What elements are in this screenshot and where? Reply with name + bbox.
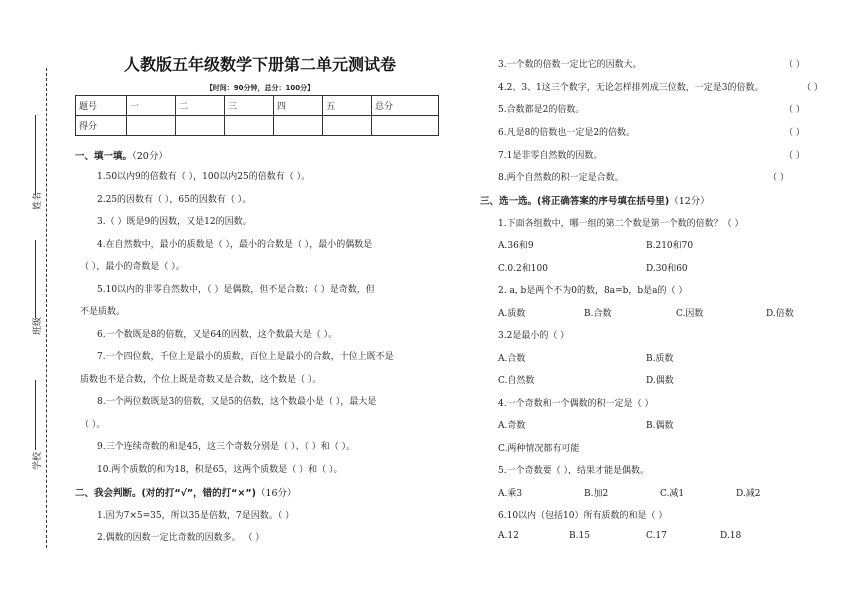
s2-q6-blank: （ ） [784,128,805,138]
s3-q2-opt-d[interactable]: D.倍数 [766,309,794,319]
s3-q5: 5.一个奇数要（ ），结果才能是偶数。 [498,466,649,476]
score-header-cell: 五 [323,96,372,116]
s1-q8-cont: （ ）。 [80,420,106,430]
s3-q5-opt-c[interactable]: C.减1 [660,489,685,499]
s3-q6-opt-a[interactable]: A.12 [498,531,519,541]
s1-q7: 7.一个四位数，千位上是最小的质数，百位上是最小的合数，十位上既不是 [97,352,394,362]
section2-heading [75,485,297,499]
score-input-cell[interactable] [225,116,274,136]
side-label-name: 姓名 [33,191,43,210]
section3-points: （12分） [669,196,710,207]
s3-q2-opt-a[interactable]: A.质数 [498,309,526,319]
s3-q5-opt-d[interactable]: D.减2 [736,489,761,499]
score-input-cell[interactable] [372,116,439,136]
school-write-line [35,380,36,450]
s3-q6: 6.10以内（包括10）所有质数的和是（ ） [498,511,668,521]
s3-q1-opt-c[interactable]: C.0.2和100 [498,264,548,274]
s3-q5-opt-a[interactable]: A.乘3 [498,489,523,499]
s3-q4-opt-b[interactable]: B.偶数 [646,421,674,431]
s2-q3-blank: （ ） [784,60,805,70]
score-header-cell: 四 [274,96,323,116]
s3-q5-opt-b[interactable]: B.加2 [584,489,609,499]
s3-q6-opt-b[interactable]: B.15 [569,531,590,541]
s3-q3-opt-a[interactable]: A.合数 [498,354,526,364]
page-subtitle: 【时间：90分钟，总分：100分】 [205,84,315,92]
score-header-cell: 二 [176,96,225,116]
score-input-cell[interactable] [176,116,225,136]
s1-q7-cont: 质数也不是合数，个位上既是奇数又是合数，这个数是（ ）。 [80,375,322,385]
s2-q5: 5.合数都是2的倍数。 [498,105,585,115]
s2-q1: 1.因为7×5=35，所以35是倍数，7是因数。（ ） [97,511,295,521]
score-table [75,95,439,136]
side-label-class: 班级 [33,316,43,335]
s2-q7: 7.1是非零自然数的因数。 [498,151,603,161]
s3-q2-opt-b[interactable]: B.合数 [584,309,612,319]
s3-q3-opt-c[interactable]: C.自然数 [498,376,535,386]
s1-q3: 3.（ ）既是9的因数，又是12的因数。 [97,217,252,227]
s1-q9: 9.三个连续奇数的和是45，这三个奇数分别是（ ）、（ ）和（ ）。 [97,442,356,452]
side-label-school: 学校 [33,451,43,470]
section3-title: 三、选一选。(将正确答案的序号填在括号里) [480,196,670,207]
s2-q4: 4.2、3、1这三个数字，无论怎样排列成三位数，一定是3的倍数。 [498,83,764,93]
section2-points: （16分） [255,488,297,499]
score-input-cell[interactable] [127,116,176,136]
s1-q4: 4.在自然数中，最小的质数是（ ），最小的合数是（ ），最小的偶数是 [97,240,373,250]
s2-q6: 6.凡是8的倍数也一定是2的倍数。 [498,128,636,138]
s2-q4-blank: （ ） [802,83,823,93]
section3-heading [480,193,710,207]
s1-q10: 10.两个质数的和为18，积是65，这两个质数是（ ）和（ ）。 [97,465,343,475]
score-input-cell[interactable] [323,116,372,136]
name-write-line [35,115,36,195]
class-write-line [35,240,36,318]
s1-q5-cont: 不是质数。 [80,307,126,317]
s3-q4-opt-a[interactable]: A.奇数 [498,421,526,431]
score-header-cell: 三 [225,96,274,116]
s1-q4-cont: （ ），最小的奇数是（ ）。 [80,262,185,272]
s3-q3-opt-d[interactable]: D.偶数 [646,376,674,386]
section1-title: 一、填一填。 [75,151,133,162]
s3-q1: 1.下面各组数中，哪一组的第二个数是第一个数的倍数？（ ） [498,219,744,229]
score-row-label: 得分 [76,116,127,136]
score-table-header-row [76,96,439,116]
section1-points: （20分） [132,151,168,162]
s3-q4: 4.一个奇数和一个偶数的积一定是（ ） [498,399,654,409]
page-title: 人教版五年级数学下册第二单元测试卷 [123,55,396,74]
s3-q4-opt-c[interactable]: C.两种情况都有可能 [498,444,580,454]
s1-q6: 6.一个数既是8的倍数，又是64的因数，这个数最大是（ ）。 [97,330,338,340]
s3-q2: 2. a, b是两个不为0的数，8a=b，b是a的（ ） [498,286,688,296]
s3-q1-opt-d[interactable]: D.30和60 [646,264,688,274]
score-header-cell: 总分 [372,96,439,116]
s3-q1-opt-b[interactable]: B.210和70 [646,241,694,251]
s1-q5: 5.10以内的非零自然数中，（ ）是偶数，但不是合数；（ ）是奇数，但 [97,285,375,295]
s2-q2: 2.偶数的因数一定比奇数的因数多。 （ ） [97,533,265,543]
s3-q3-opt-b[interactable]: B.质数 [646,354,674,364]
s3-q2-opt-c[interactable]: C.因数 [676,309,704,319]
s2-q7-blank: （ ） [784,151,805,161]
s3-q3: 3.2是最小的（ ） [498,331,570,341]
s2-q3: 3.一个数的倍数一定比它的因数大。 [498,60,642,70]
s3-q1-opt-a[interactable]: A.36和9 [498,241,534,251]
score-header-cell: 一 [127,96,176,116]
s1-q1: 1.50以内9的倍数有（ ），100以内25的倍数有（ ）。 [97,172,311,182]
binding-dashed-line [46,68,47,548]
s2-q5-blank: （ ） [784,105,805,115]
s2-q8: 8.两个自然数的积一定是合数。 [498,173,624,183]
s3-q6-opt-c[interactable]: C.17 [646,531,667,541]
s1-q2: 2.25的因数有（ ），65的因数有（ ）。 [97,195,252,205]
s1-q8: 8.一个两位数既是3的倍数，又是5的倍数，这个数最小是（ ），最大是 [97,397,377,407]
score-input-cell[interactable] [274,116,323,136]
score-table-score-row [76,116,439,136]
section2-title: 二、我会判断。(对的打“√”，错的打“×”) [75,488,256,499]
section1-heading [75,148,168,162]
s3-q6-opt-d[interactable]: D.18 [720,531,742,541]
score-header-cell: 题号 [76,96,127,116]
s2-q8-blank: （ ） [768,173,789,183]
